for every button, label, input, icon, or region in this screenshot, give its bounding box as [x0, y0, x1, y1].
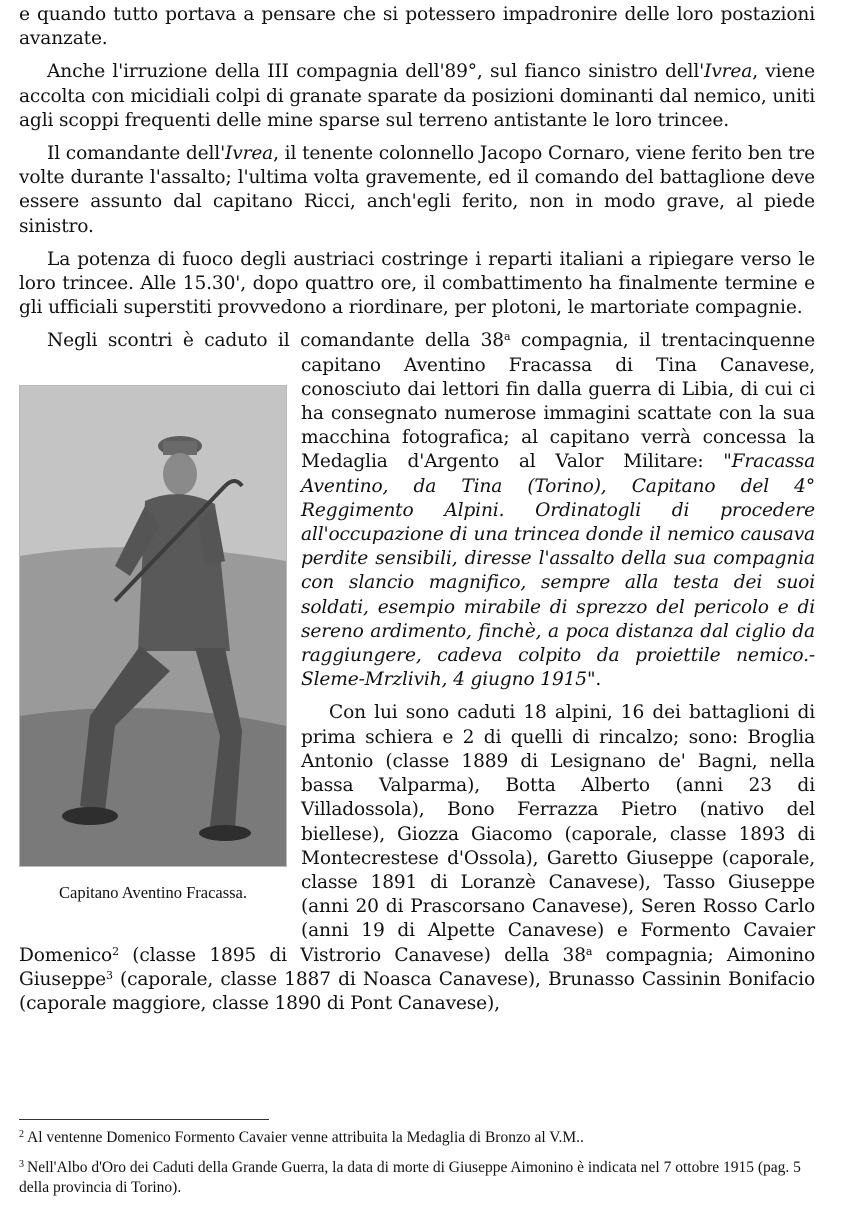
footnote-2 — [19, 1128, 819, 1148]
paragraph-2 — [19, 60, 815, 133]
paragraph-5-text-b: compagnia, il trentacinquenne capitano Aventino Fracassa di Tina Canavese, conosciuto dai lettori fin dalla guerra di Libia, di cui ci ha consegnato numerose immagini scattate con la sua macchina fotografica; al capitano verrà concessa la Medaglia d'Argento al Valor Militare: " — [301, 330, 815, 473]
paragraph-4-text: La potenza di fuoco degli austriaci costringe i reparti italiani a ripiegare verso le loro trincee. Alle 15.30', dopo quattro ore, il combattimento ha finalmente termine e gli ufficiali superstiti provvedono a riordinare, per plotoni, le martoriate compagnie. — [19, 248, 815, 319]
footnote-number: 3 — [19, 1159, 24, 1170]
footnotes — [19, 1128, 819, 1208]
paragraph-5-text-c: ". — [587, 669, 602, 691]
paragraph-3-text-c: , il tenente colonnello Jacopo Cornaro, viene ferito ben tre volte durante l'assalto; l'ultima volta gravemente, ed il comando del battaglione deve essere assunto dal capitano Ricci, anch'egli ferito, non in modo grave, al piede sinistro. — [19, 143, 815, 237]
paragraph-4 — [19, 248, 815, 321]
superscript: a — [585, 944, 593, 958]
paragraph-5-text-a: Negli scontri è caduto il comandante della 38 — [47, 330, 504, 352]
paragraph-1 — [19, 3, 815, 51]
paragraph-6-text-d: (caporale, classe 1887 di Noasca Canavese), Brunasso Cassinin Bonifacio (caporale maggiore, classe 1890 di Pont Canavese), — [19, 968, 815, 1014]
photo-caption: Capitano Aventino Fracassa. — [58, 883, 248, 903]
captain-photo — [19, 385, 287, 867]
footnote-number: 2 — [19, 1129, 24, 1140]
paragraph-6-text-b: (classe 1895 di Vistrorio Canavese) della 38 — [118, 944, 586, 966]
superscript: a — [503, 330, 511, 344]
body-text — [19, 3, 815, 1016]
footnote-ref-2[interactable]: 2 — [112, 944, 119, 958]
footnote-text: Nell'Albo d'Oro dei Caduti della Grande Guerra, la data di morte di Giuseppe Aimonino è indicata nel 7 ottobre 1915 (pag. 5 della provincia di Torino). — [19, 1159, 801, 1196]
paragraph-1-text: e quando tutto portava a pensare che si potessero impadronire delle loro postazioni avanzate. — [19, 4, 815, 50]
paragraph-2-text-a: Anche l'irruzione della III compagnia dell'89°, sul fianco sinistro dell' — [47, 61, 705, 83]
ivrea-italic: Ivrea — [704, 61, 753, 83]
paragraph-6-text-c: compagnia; Aimonino Giuseppe — [19, 944, 816, 990]
medal-citation-quote: Fracassa Aventino, da Tina (Torino), Capitano del 4° Reggimento Alpini. Ordinatogli di procedere all'occupazione di una trincea donde il nemico causava perdite sensibili, diresse l'assalto della sua compagnia con slancio magnifico, sempre alla testa dei suoi soldati, esempio mirabile di sprezzo del pericolo e di sereno ardimento, finchè, a poca distanza dal ciglio da raggiungere, cadeva colpito da proiettile nemico.- Sleme-Mrzlivih, 4 giugno 1915 — [301, 451, 815, 691]
footnote-ref-3[interactable]: 3 — [105, 968, 113, 982]
paragraph-6-text-a: Con lui sono caduti 18 alpini, 16 dei battaglioni di prima schiera e 2 di quelli di rincalzo; sono: Broglia Antonio (classe 1889 di Lesignano de' Bagni, nella bassa Valparma), Botta Alberto (anni 23 di Villadossola), Bono Ferrazza Pietro (nativo del biellese), Giozza Giacomo (caporale, classe 1893 di Montecrestese d'Ossola), Garetto Giuseppe (caporale, classe 1891 di Loranzè Canavese), Tasso Giuseppe (anni 20 di Prascorsano Canavese), Seren Rosso Carlo (anni 19 di Alpette Canavese) e Formento Cavaier Domenico — [19, 702, 815, 966]
ivrea-italic: Ivrea — [225, 143, 274, 165]
footnote-separator — [19, 1119, 269, 1120]
footnote-text: Al ventenne Domenico Formento Cavaier venne attribuita la Medaglia di Bronzo al V.M.. — [27, 1129, 584, 1146]
paragraph-2-text-c: , viene accolta con micidiali colpi di granate sparate da posizioni dominanti dal nemico, uniti agli scoppi frequenti delle mine sparse sul terreno antistante le loro trincee. — [19, 61, 815, 131]
paragraph-3 — [19, 142, 815, 239]
paragraph-3-text-a: Il comandante dell' — [47, 143, 226, 165]
captain-photo-figure — [19, 385, 287, 940]
footnote-3 — [19, 1158, 819, 1198]
